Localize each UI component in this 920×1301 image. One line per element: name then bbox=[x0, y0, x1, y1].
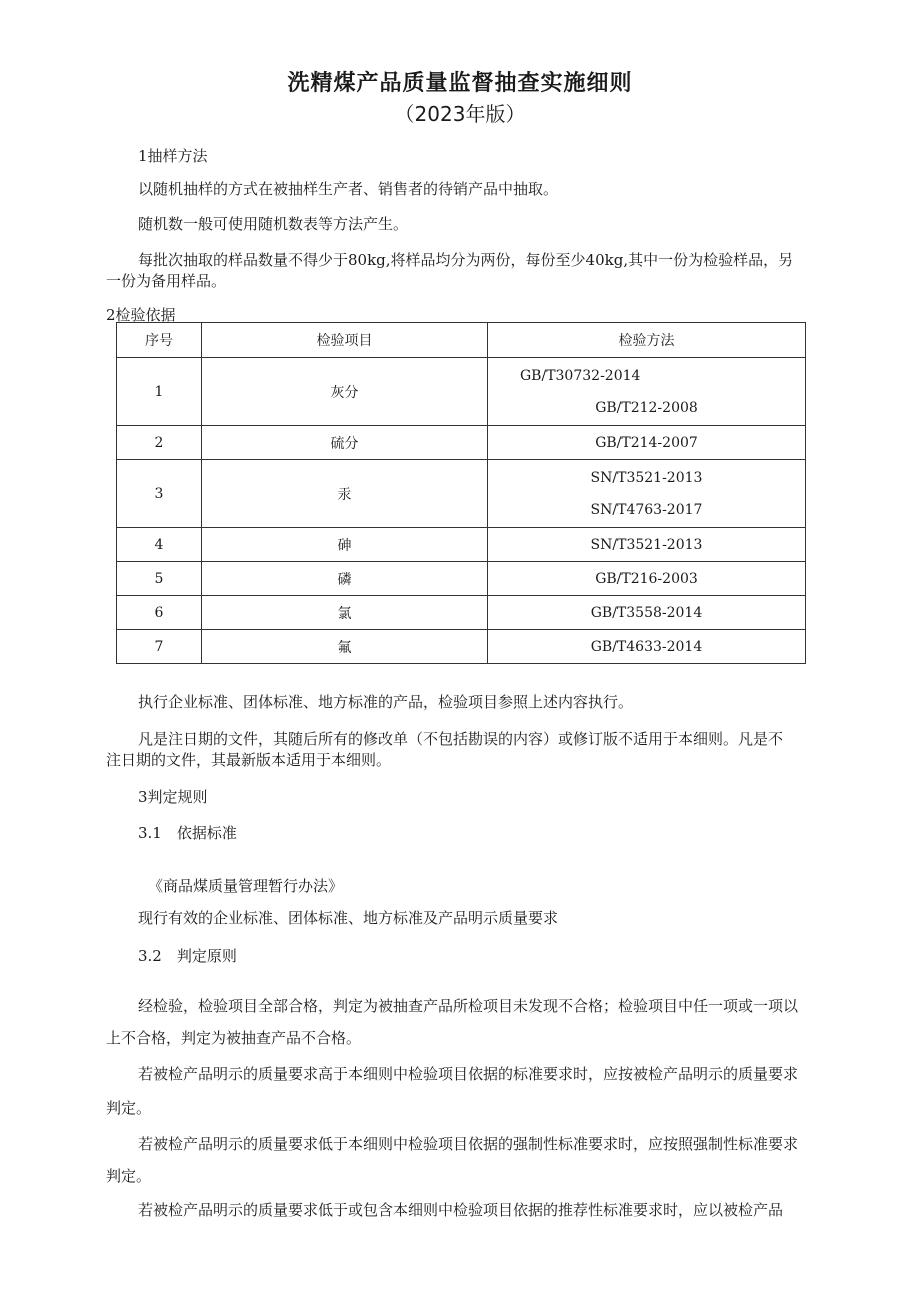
method-line: GB/T216-2003 bbox=[595, 570, 698, 587]
document-subtitle: （2023年版） bbox=[394, 102, 526, 126]
section3-1-heading: 3.1 依据标准 bbox=[138, 824, 237, 842]
inspection-table bbox=[116, 322, 806, 664]
row-no: 6 bbox=[117, 596, 202, 630]
row-methods bbox=[488, 596, 806, 630]
table-header-row bbox=[117, 323, 806, 358]
section2-note1: 执行企业标准、团体标准、地方标准的产品，检验项目参照上述内容执行。 bbox=[138, 693, 634, 711]
section1-para2: 随机数一般可使用随机数表等方法产生。 bbox=[138, 215, 409, 233]
section2-heading: 2检验依据 bbox=[106, 306, 176, 324]
table-row bbox=[117, 562, 806, 596]
row-no: 3 bbox=[117, 460, 202, 528]
row-item: 氯 bbox=[202, 596, 488, 630]
rule1-line2: 上不合格，判定为被抽查产品不合格。 bbox=[106, 1029, 362, 1047]
row-methods bbox=[488, 460, 806, 528]
section3-heading: 3判定规则 bbox=[138, 788, 208, 806]
method-line: GB/T4633-2014 bbox=[590, 638, 703, 655]
header-item: 检验项目 bbox=[202, 323, 488, 358]
rule1-line1: 经检验，检验项目全部合格，判定为被抽查产品所检项目未发现不合格；检验项目中任一项或一项以 bbox=[138, 997, 799, 1015]
row-no: 2 bbox=[117, 426, 202, 460]
row-methods bbox=[488, 358, 806, 426]
document-title: 洗精煤产品质量监督抽查实施细则 bbox=[287, 71, 633, 96]
section3-1-item1: 《商品煤质量管理暂行办法》 bbox=[148, 877, 344, 895]
rule2-line1: 若被检产品明示的质量要求高于本细则中检验项目依据的标准要求时，应按被检产品明示的质量要求 bbox=[138, 1065, 799, 1083]
section3-1-item2: 现行有效的企业标准、团体标准、地方标准及产品明示质量要求 bbox=[138, 909, 559, 927]
row-item: 磷 bbox=[202, 562, 488, 596]
row-item: 灰分 bbox=[202, 358, 488, 426]
section1-para3-line2: 一份为备用样品。 bbox=[106, 272, 227, 290]
row-methods bbox=[488, 562, 806, 596]
table-row bbox=[117, 630, 806, 664]
header-method: 检验方法 bbox=[488, 323, 806, 358]
row-no: 7 bbox=[117, 630, 202, 664]
method-line: GB/T214-2007 bbox=[595, 434, 698, 451]
table-row bbox=[117, 596, 806, 630]
header-no: 序号 bbox=[117, 323, 202, 358]
row-item: 砷 bbox=[202, 528, 488, 562]
section1-para1: 以随机抽样的方式在被抽样生产者、销售者的待销产品中抽取。 bbox=[138, 180, 559, 198]
method-line: GB/T3558-2014 bbox=[590, 604, 703, 621]
section2-note2-line2: 注日期的文件，其最新版本适用于本细则。 bbox=[106, 751, 392, 769]
table-row bbox=[117, 460, 806, 528]
row-item: 硫分 bbox=[202, 426, 488, 460]
row-methods bbox=[488, 528, 806, 562]
rule3-line1: 若被检产品明示的质量要求低于本细则中检验项目依据的强制性标准要求时，应按照强制性标准要求 bbox=[138, 1135, 799, 1153]
table-row bbox=[117, 528, 806, 562]
section3-2-heading: 3.2 判定原则 bbox=[138, 947, 237, 965]
table-row bbox=[117, 358, 806, 426]
method-line: SN/T3521-2013 bbox=[590, 469, 703, 486]
method-line: SN/T3521-2013 bbox=[590, 536, 703, 553]
section2-note2-line1: 凡是注日期的文件，其随后所有的修改单（不包括勘误的内容）或修订版不适用于本细则。凡是不 bbox=[138, 730, 784, 748]
row-no: 4 bbox=[117, 528, 202, 562]
row-item: 汞 bbox=[202, 460, 488, 528]
method-line: GB/T30732-2014 bbox=[520, 367, 641, 384]
rule3-line2: 判定。 bbox=[106, 1167, 152, 1185]
row-methods bbox=[488, 630, 806, 664]
section1-para3-line1: 每批次抽取的样品数量不得少于80kg,将样品均分为两份，每份至少40kg,其中一份为检验样品，另 bbox=[138, 251, 794, 269]
row-methods bbox=[488, 426, 806, 460]
rule2-line2: 判定。 bbox=[106, 1099, 152, 1117]
row-item: 氟 bbox=[202, 630, 488, 664]
table-row bbox=[117, 426, 806, 460]
row-no: 5 bbox=[117, 562, 202, 596]
method-line: SN/T4763-2017 bbox=[590, 501, 703, 518]
rule4-line1: 若被检产品明示的质量要求低于或包含本细则中检验项目依据的推荐性标准要求时，应以被检产品 bbox=[138, 1201, 784, 1219]
row-no: 1 bbox=[117, 358, 202, 426]
section1-heading: 1抽样方法 bbox=[138, 147, 208, 165]
method-line: GB/T212-2008 bbox=[595, 399, 698, 416]
